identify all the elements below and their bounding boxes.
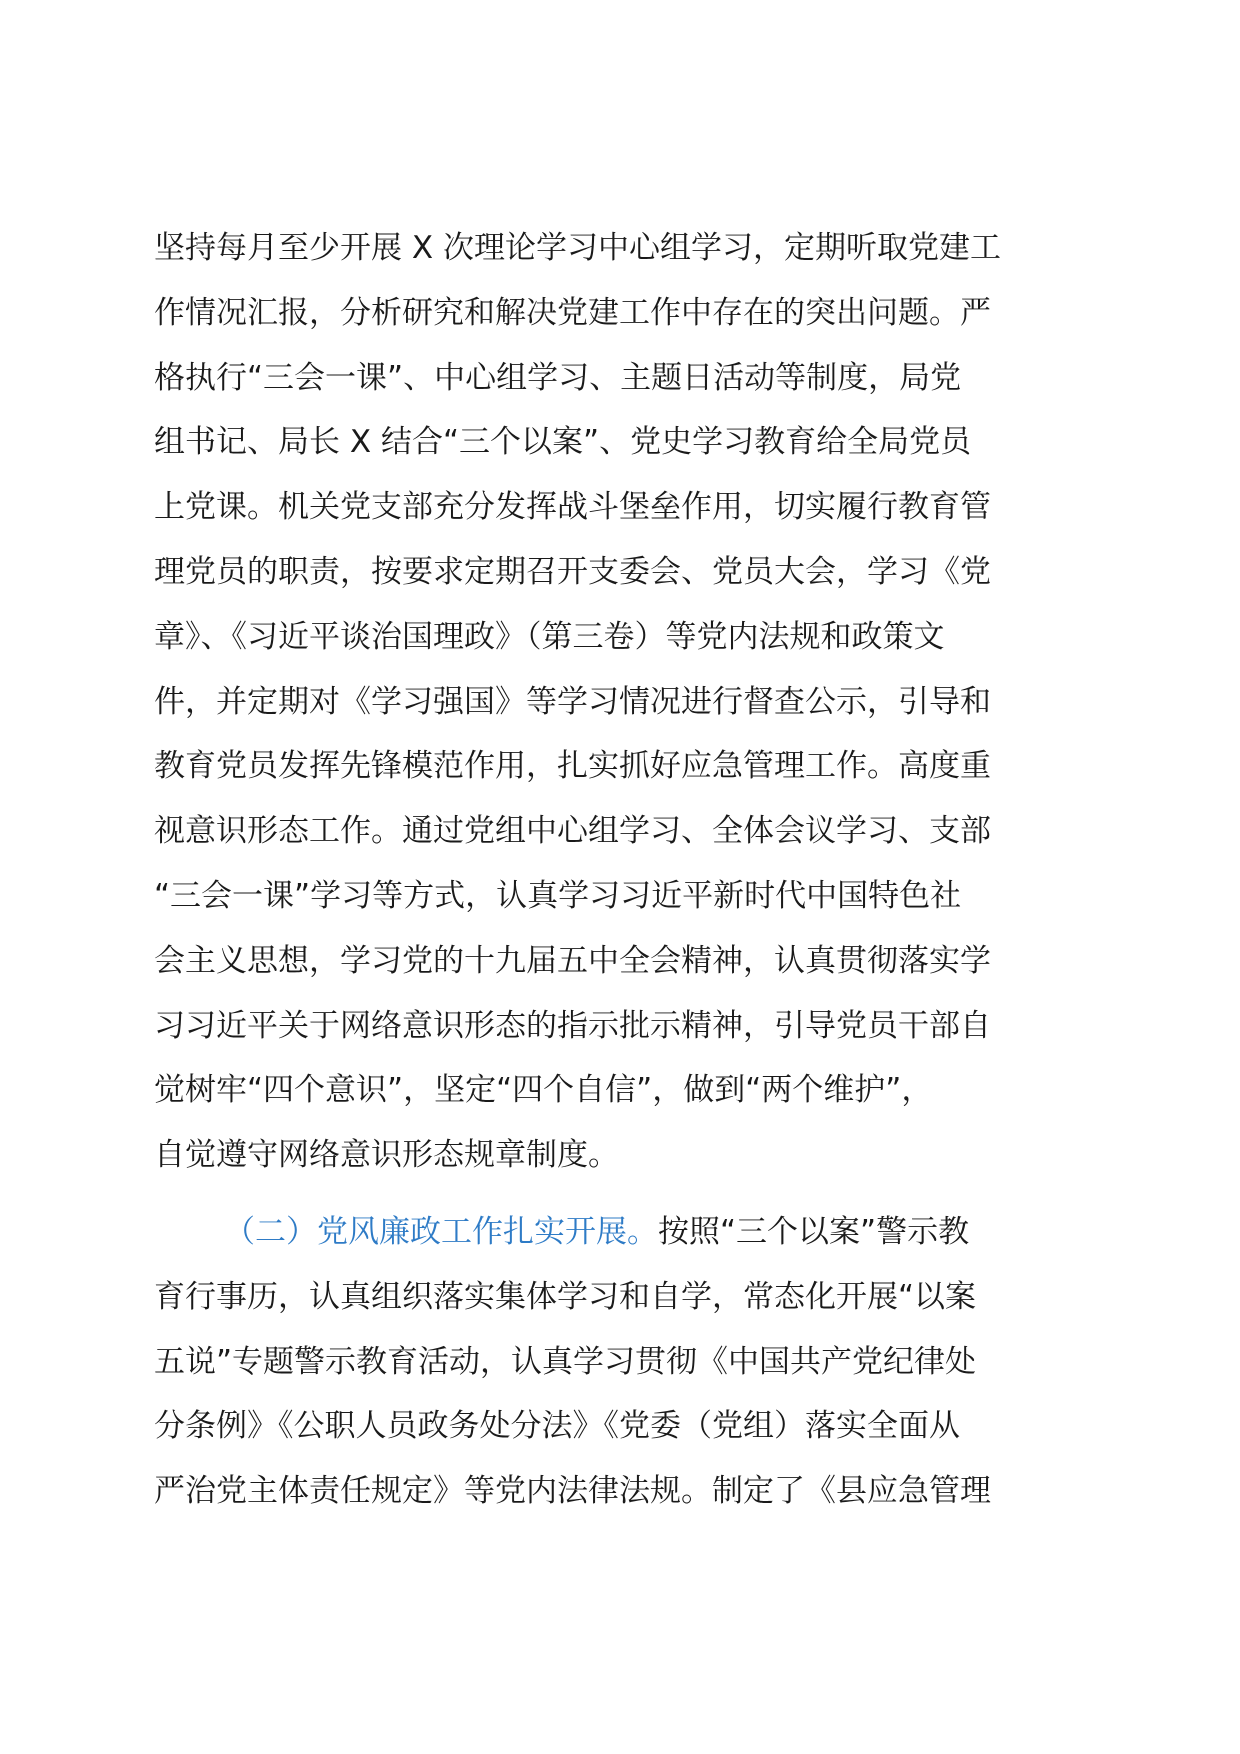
text-line: 作情况汇报，分析研究和解决党建工作中存在的突出问题。严 [154, 294, 991, 331]
text-line: 五说”专题警示教育活动，认真学习贯彻《中国共产党纪律处 [154, 1343, 977, 1380]
text-line: 自觉遵守网络意识形态规章制度。 [154, 1137, 619, 1174]
text-line: 章》、《习近平谈治国理政》（第三卷）等党内法规和政策文 [154, 618, 945, 655]
text-line: “三会一课”学习等方式，认真学习习近平新时代中国特色社 [154, 877, 962, 914]
text-line: 视意识形态工作。通过党组中心组学习、全体会议学习、支部 [154, 813, 991, 850]
document-body [154, 216, 1094, 1524]
text-run: 按照“三个以案”警示教 [658, 1213, 970, 1250]
text-line: 件，并定期对《学习强国》等学习情况进行督查公示，引导和 [154, 683, 991, 720]
text-line: 教育党员发挥先锋模范作用，扎实抓好应急管理工作。高度重 [154, 748, 991, 785]
text-line: 会主义思想，学习党的十九届五中全会精神，认真贯彻落实学 [154, 942, 991, 979]
section-heading: （二）党风廉政工作扎实开展。 [224, 1213, 658, 1250]
paragraph-party-building [154, 216, 1094, 1188]
text-line: 分条例》《公职人员政务处分法》《党委（党组）落实全面从 [154, 1408, 960, 1445]
text-line: 习习近平关于网络意识形态的指示批示精神，引导党员干部自 [154, 1007, 991, 1044]
text-line: 育行事历，认真组织落实集体学习和自学，常态化开展“以案 [154, 1278, 977, 1315]
text-line: 格执行“三会一课”、中心组学习、主题日活动等制度，局党 [154, 359, 962, 396]
paragraph-clean-governance [154, 1200, 1094, 1524]
text-line-first [154, 1200, 1094, 1265]
text-line: 组书记、局长 X 结合“三个以案”、党史学习教育给全局党员 [154, 424, 972, 461]
text-line: 上党课。机关党支部充分发挥战斗堡垒作用，切实履行教育管 [154, 489, 991, 526]
text-line: 理党员的职责，按要求定期召开支委会、党员大会，学习《党 [154, 553, 991, 590]
text-line: 严治党主体责任规定》等党内法律法规。制定了《县应急管理 [154, 1473, 991, 1510]
text-line: 觉树牢“四个意识”，坚定“四个自信”，做到“两个维护”， [154, 1072, 933, 1109]
text-line: 坚持每月至少开展 X 次理论学习中心组学习，定期听取党建工 [154, 230, 1001, 266]
